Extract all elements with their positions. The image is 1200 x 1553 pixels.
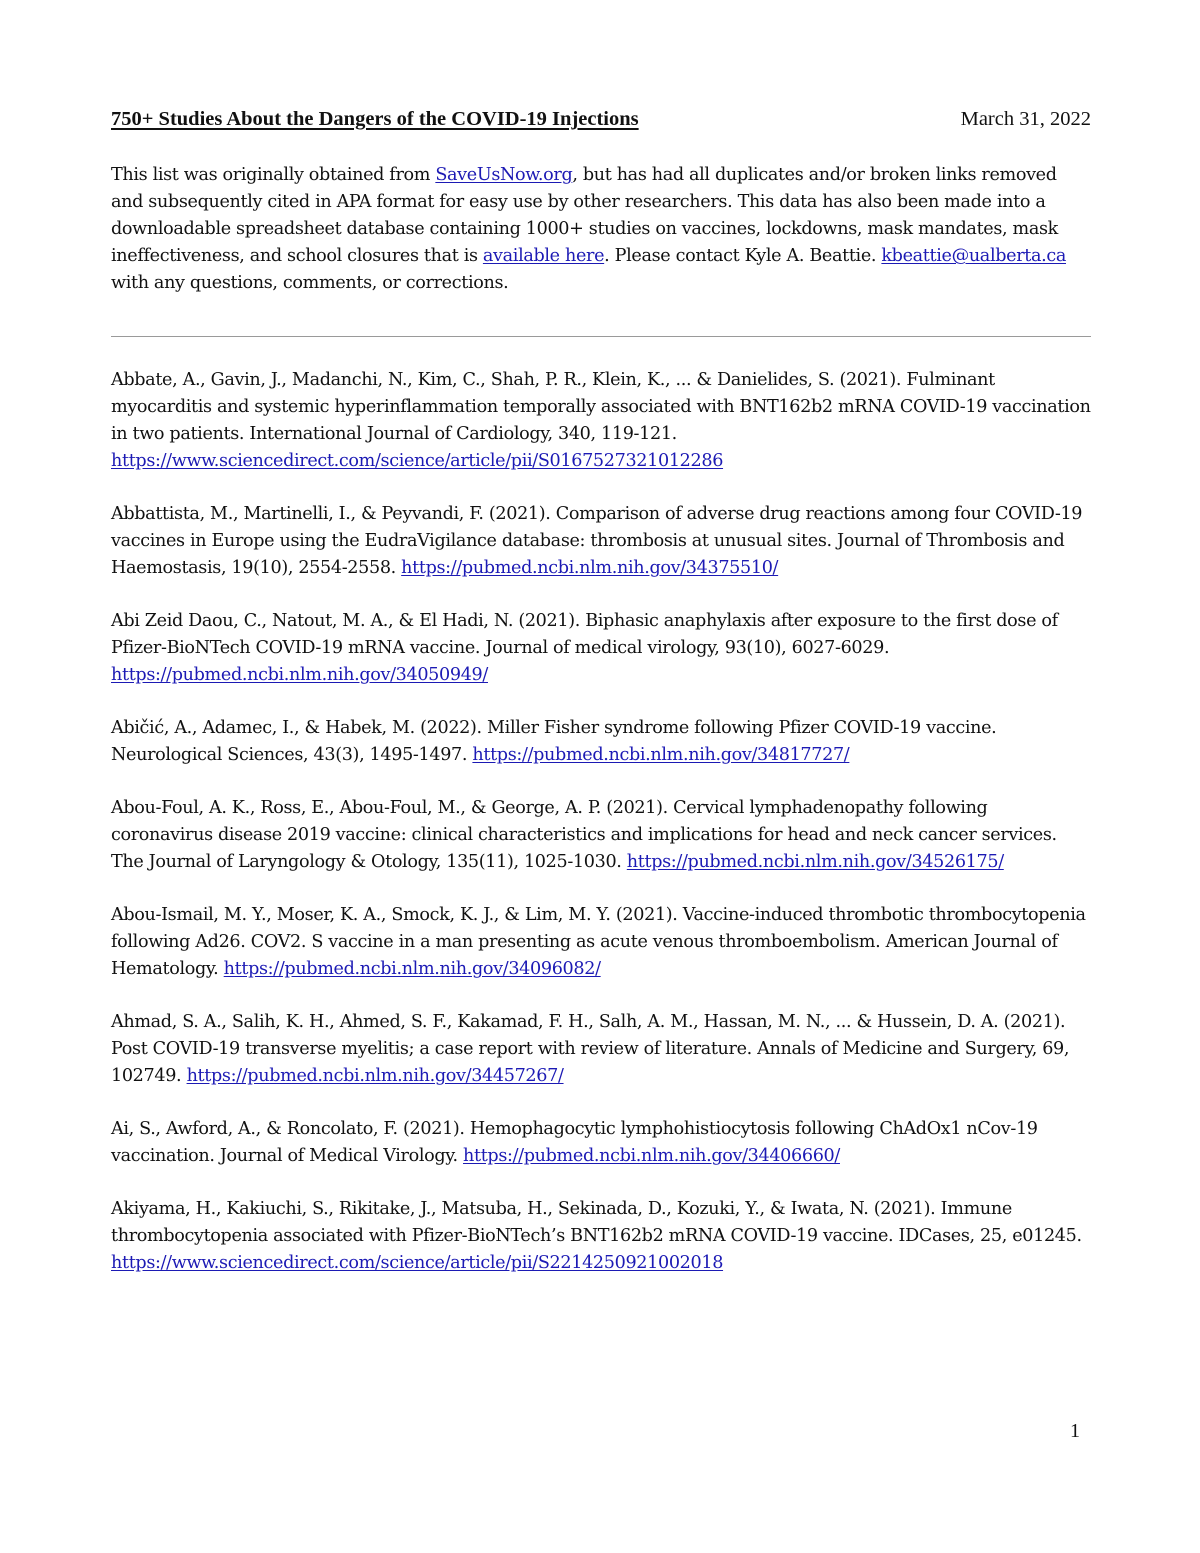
reference-entry xyxy=(111,1196,1091,1277)
reference-link[interactable]: https://pubmed.ncbi.nlm.nih.gov/34096082/ xyxy=(223,959,601,979)
reference-link[interactable]: https://pubmed.ncbi.nlm.nih.gov/34526175/ xyxy=(626,852,1004,872)
intro-text: with any questions, comments, or corrections. xyxy=(111,273,509,293)
intro-text: . Please contact Kyle A. Beattie. xyxy=(604,246,882,266)
reference-text: Abbattista, M., Martinelli, I., & Peyvandi, F. (2021). Comparison of adverse drug reactions among four COVID-19 vaccines in Europe using the EudraVigilance database: thrombosis at unusual sites. Journal of Thrombosis and Haemostasis, 19(10), 2554-2558. xyxy=(111,504,1083,578)
reference-link[interactable]: https://pubmed.ncbi.nlm.nih.gov/34457267/ xyxy=(186,1066,564,1086)
reference-list xyxy=(111,367,1091,1277)
reference-text: Abičić, A., Adamec, I., & Habek, M. (2022). Miller Fisher syndrome following Pfizer COVID-19 vaccine. Neurological Sciences, 43(3), 1495-1497. xyxy=(111,718,997,765)
intro-text: This list was originally obtained from xyxy=(111,165,436,185)
reference-link[interactable]: https://pubmed.ncbi.nlm.nih.gov/34050949/ xyxy=(111,665,488,685)
available-here-link[interactable]: available here xyxy=(482,246,605,266)
reference-entry xyxy=(111,715,1091,769)
reference-entry xyxy=(111,501,1091,582)
document-page xyxy=(111,108,1091,1303)
reference-text: Abi Zeid Daou, C., Natout, M. A., & El Hadi, N. (2021). Biphasic anaphylaxis after exposure to the first dose of Pfizer-BioNTech COVID-19 mRNA vaccine. Journal of medical virology, 93(10), 6027-6029. xyxy=(111,611,1058,658)
reference-text: Ahmad, S. A., Salih, K. H., Ahmed, S. F., Kakamad, F. H., Salh, A. M., Hassan, M. N., ... & Hussein, D. A. (2021). Post COVID-19 transverse myelitis; a case report with review of literature. Annals of Medicine and Surgery, 69, 102749. xyxy=(111,1012,1070,1086)
reference-link[interactable]: https://pubmed.ncbi.nlm.nih.gov/34406660/ xyxy=(463,1146,840,1166)
reference-entry xyxy=(111,367,1091,475)
reference-link[interactable]: https://www.sciencedirect.com/science/article/pii/S2214250921002018 xyxy=(111,1253,724,1273)
reference-entry xyxy=(111,608,1091,689)
saveusnow-link[interactable]: SaveUsNow.org xyxy=(435,165,573,185)
reference-text: Abou-Ismail, M. Y., Moser, K. A., Smock, K. J., & Lim, M. Y. (2021). Vaccine-induced thrombotic thrombocytopenia following Ad26. COV2. S vaccine in a man presenting as acute venous thromboembolism. American Journal of Hematology. xyxy=(111,905,1086,979)
reference-entry xyxy=(111,902,1091,983)
email-link[interactable]: kbeattie@ualberta.ca xyxy=(881,246,1066,266)
document-title: 750+ Studies About the Dangers of the COVID-19 Injections xyxy=(111,108,639,130)
reference-link[interactable]: https://www.sciencedirect.com/science/article/pii/S0167527321012286 xyxy=(111,451,724,471)
reference-entry xyxy=(111,1009,1091,1090)
header-row xyxy=(111,108,1091,148)
reference-link[interactable]: https://pubmed.ncbi.nlm.nih.gov/34375510/ xyxy=(401,558,779,578)
reference-text: Akiyama, H., Kakiuchi, S., Rikitake, J., Matsuba, H., Sekinada, D., Kozuki, Y., & Iwata, N. (2021). Immune thrombocytopenia associated with Pfizer-BioNTech’s BNT162b2 mRNA COVID-19 vaccine. IDCases, 25, e01245. xyxy=(111,1199,1082,1246)
reference-text: Ai, S., Awford, A., & Roncolato, F. (2021). Hemophagocytic lymphohistiocytosis following ChAdOx1 nCov-19 vaccination. Journal of Medical Virology. xyxy=(111,1119,1038,1166)
horizontal-divider xyxy=(111,336,1091,337)
page-number: 1 xyxy=(1070,1420,1080,1442)
intro-text: , but has had all duplicates and/or broken links removed and subsequently cited in APA format for easy use by other researchers. This data has also been made into a downloadable spreadsheet database containing 1000+ studies on vaccines, lockdowns, mask mandates, mask ineffectiveness, and school closures that is xyxy=(111,165,1058,266)
intro-paragraph xyxy=(111,162,1091,297)
reference-entry xyxy=(111,1116,1091,1170)
document-date: March 31, 2022 xyxy=(960,108,1091,130)
reference-text: Abbate, A., Gavin, J., Madanchi, N., Kim, C., Shah, P. R., Klein, K., ... & Danielides, S. (2021). Fulminant myocarditis and systemic hyperinflammation temporally associated with BNT162b2 mRNA COVID-19 vaccination in two patients. International Journal of Cardiology, 340, 119-121. xyxy=(111,370,1091,444)
reference-text: Abou-Foul, A. K., Ross, E., Abou-Foul, M., & George, A. P. (2021). Cervical lymphadenopathy following coronavirus disease 2019 vaccine: clinical characteristics and implications for head and neck cancer services. The Journal of Laryngology & Otology, 135(11), 1025-1030. xyxy=(111,798,1057,872)
reference-entry xyxy=(111,795,1091,876)
reference-link[interactable]: https://pubmed.ncbi.nlm.nih.gov/34817727/ xyxy=(472,745,850,765)
